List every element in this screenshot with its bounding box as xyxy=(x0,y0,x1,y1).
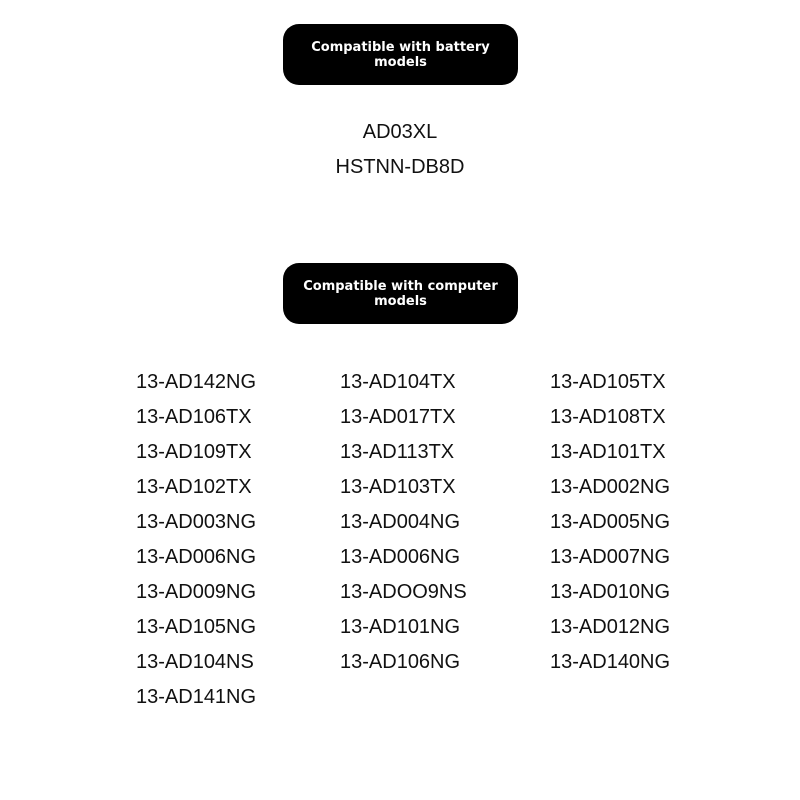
computer-model: 13-ADOO9NS xyxy=(340,581,467,603)
computer-model: 13-AD006NG xyxy=(136,546,257,568)
battery-models-heading xyxy=(283,24,518,85)
computer-model: 13-AD005NG xyxy=(550,511,671,533)
computer-model: 13-AD142NG xyxy=(136,371,257,393)
computer-models-heading-text: Compatible with computer models xyxy=(303,278,498,309)
computer-model: 13-AD101TX xyxy=(550,441,666,463)
computer-model: 13-AD105NG xyxy=(136,616,257,638)
computer-model: 13-AD103TX xyxy=(340,476,456,498)
computer-model: 13-AD108TX xyxy=(550,406,666,428)
computer-model: 13-AD009NG xyxy=(136,581,257,603)
battery-models-heading-text: Compatible with battery models xyxy=(311,39,490,70)
computer-model: 13-AD141NG xyxy=(136,686,257,708)
computer-model-column-3 xyxy=(550,365,670,680)
battery-model: AD03XL xyxy=(362,121,438,143)
computer-model: 13-AD002NG xyxy=(550,476,671,498)
computer-model: 13-AD007NG xyxy=(550,546,671,568)
computer-model-column-2 xyxy=(340,365,467,680)
computer-model: 13-AD004NG xyxy=(340,511,461,533)
computer-model: 13-AD017TX xyxy=(340,406,456,428)
computer-model: 13-AD101NG xyxy=(340,616,461,638)
computer-model: 13-AD106TX xyxy=(136,406,252,428)
battery-model-list xyxy=(0,115,800,185)
computer-model: 13-AD140NG xyxy=(550,651,671,673)
computer-model-column-1 xyxy=(136,365,256,715)
computer-model: 13-AD003NG xyxy=(136,511,257,533)
computer-model: 13-AD105TX xyxy=(550,371,666,393)
computer-model: 13-AD006NG xyxy=(340,546,461,568)
computer-model: 13-AD102TX xyxy=(136,476,252,498)
computer-model: 13-AD012NG xyxy=(550,616,671,638)
computer-models-heading xyxy=(283,263,518,324)
computer-model: 13-AD104NS xyxy=(136,651,254,673)
computer-model: 13-AD109TX xyxy=(136,441,252,463)
computer-model: 13-AD106NG xyxy=(340,651,461,673)
computer-model: 13-AD113TX xyxy=(340,441,455,463)
computer-model: 13-AD010NG xyxy=(550,581,671,603)
computer-model: 13-AD104TX xyxy=(340,371,456,393)
battery-model: HSTNN-DB8D xyxy=(335,156,465,178)
